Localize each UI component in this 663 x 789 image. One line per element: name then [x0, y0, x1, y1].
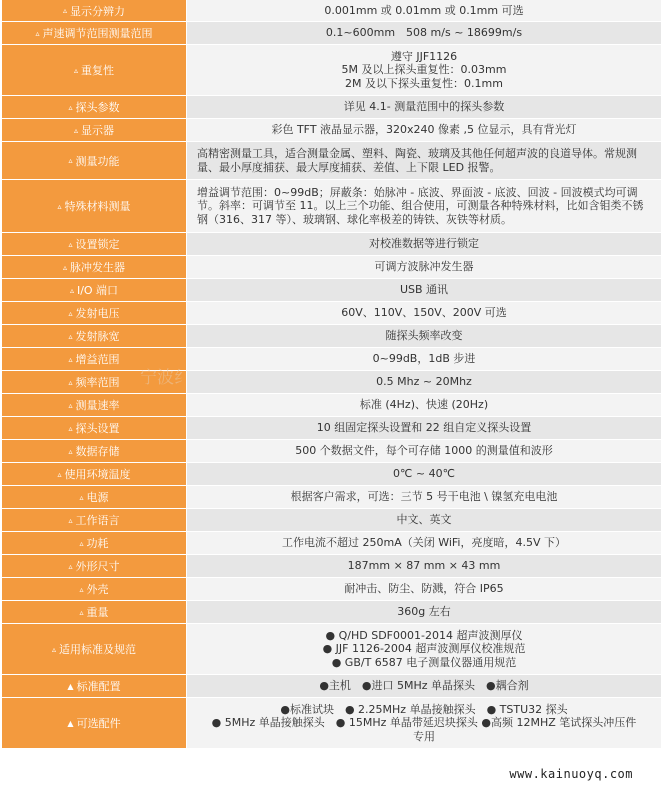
spec-value-line: 360g 左右: [397, 605, 451, 619]
spec-row: [2, 509, 661, 532]
spec-value-line: ●标准试块 ● 2.25MHz 单晶接触探头 ● TSTU32 探头: [280, 702, 568, 716]
spec-label: 电源: [86, 491, 109, 504]
spec-row: [2, 96, 661, 119]
spec-row: [2, 22, 661, 45]
triangle-icon: ▵: [68, 308, 73, 318]
spec-value-line: 500 个数据文件，每个可存储 1000 的测量值和波形: [295, 444, 553, 458]
spec-label-cell: [2, 675, 187, 697]
spec-row: [2, 233, 661, 256]
spec-label-cell: [2, 142, 187, 179]
spec-label: 脉冲发生器: [70, 261, 125, 274]
spec-label-cell: [2, 233, 187, 255]
triangle-icon: ▵: [68, 400, 73, 410]
spec-label: 测量功能: [75, 154, 120, 168]
spec-value-line: 根据客户需求，可选：三节 5 号干电池 \ 镍氢充电电池: [290, 490, 558, 504]
spec-value-cell: [187, 486, 661, 508]
triangle-icon: ▵: [62, 6, 67, 15]
spec-value-cell: [187, 256, 661, 278]
spec-label-cell: [2, 302, 187, 324]
triangle-icon: ▵: [79, 538, 84, 548]
spec-value-line: 187mm × 87 mm × 43 mm: [347, 559, 501, 573]
spec-label: 数据存储: [75, 445, 120, 458]
spec-label: 特殊材料测量: [64, 200, 131, 213]
spec-value-line: 高精密测量工具，适合测量金属、塑料、陶瓷、玻璃及其他任何超声波的良道导体。常规测量、最小厚度捕获、最大厚度捕获、差值、上下限 LED 报警。: [197, 147, 637, 174]
spec-value-line: 2M 及以下探头重复性：0.1mm: [345, 76, 503, 90]
spec-label-cell: [2, 0, 187, 21]
spec-value-cell: [187, 624, 661, 674]
spec-label-cell: [2, 119, 187, 141]
spec-value-line: 中文、英文: [396, 513, 452, 527]
spec-value-line: ● GB/T 6587 电子测量仪器通用规范: [331, 655, 517, 669]
spec-label: 声速调节范围测量范围: [42, 27, 153, 40]
spec-row: [2, 417, 661, 440]
spec-value-line: 耐冲击、防尘、防溅，符合 IP65: [344, 582, 504, 596]
spec-row: [2, 555, 661, 578]
spec-value-cell: [187, 22, 661, 44]
spec-label: 探头设置: [75, 422, 120, 435]
spec-value-cell: [187, 325, 661, 347]
spec-label: 频率范围: [75, 376, 120, 389]
spec-row: [2, 119, 661, 142]
spec-value-line: 0.5 Mhz ~ 20Mhz: [376, 375, 472, 389]
triangle-icon: ▵: [68, 331, 73, 341]
spec-value-cell: [187, 578, 661, 600]
spec-value-cell: [187, 348, 661, 370]
spec-value-line: 遵守 JJF1126: [390, 49, 458, 63]
triangle-icon: ▵: [68, 423, 73, 433]
triangle-icon: ▵: [68, 515, 73, 525]
spec-value-line: 专用: [413, 729, 435, 743]
spec-label-cell: [2, 555, 187, 577]
spec-label: 外形尺寸: [75, 560, 120, 573]
triangle-icon: ▲: [67, 718, 74, 728]
spec-label-cell: [2, 463, 187, 485]
spec-value-line: 60V、110V、150V、200V 可选: [341, 306, 507, 320]
spec-label-cell: [2, 22, 187, 44]
spec-label-cell: [2, 417, 187, 439]
watermark-text: 宁波纟: [140, 368, 191, 388]
spec-value-line: 5M 及以上探头重复性：0.03mm: [341, 63, 507, 77]
triangle-icon: ▵: [68, 377, 73, 387]
spec-value-line: 标准 (4Hz)、快速 (20Hz): [359, 398, 489, 412]
website-url: www.kainuoyq.com: [509, 767, 633, 781]
spec-value-cell: [187, 96, 661, 118]
spec-value-cell: [187, 0, 661, 21]
spec-label-cell: [2, 440, 187, 462]
spec-row: [2, 348, 661, 371]
triangle-icon: ▵: [68, 561, 73, 571]
spec-row: [2, 45, 661, 96]
spec-label: 探头参数: [75, 101, 120, 114]
spec-value-line: 0℃ ~ 40℃: [393, 467, 455, 481]
spec-value-line: 彩色 TFT 液晶显示器，320x240 像素 ,5 位显示，具有背光灯: [271, 123, 577, 137]
spec-value-cell: [187, 279, 661, 301]
spec-label: 标准配置: [76, 680, 121, 693]
spec-label-cell: [2, 578, 187, 600]
triangle-icon: ▵: [57, 201, 62, 211]
spec-label-cell: [2, 325, 187, 347]
spec-row: [2, 325, 661, 348]
spec-value-line: ● 5MHz 单晶接触探头 ● 15MHz 单晶带延迟块探头 ●高频 12MHZ 笔试探头冲压件: [211, 716, 637, 730]
spec-value-line: 增益调节范围：0~99dB；屏蔽条：始脉冲 - 底波、界面波 - 底波、回波 - 回波模式均可调节。斜率：可调节至 11。以上三个功能、组合使用，可测量各种特殊材料，比如含钼类不锈钢（316、317 等）、玻璃钢、球化率极差的铸铁、灰铁等材质。: [197, 185, 644, 226]
spec-row: [2, 675, 661, 698]
spec-label-cell: [2, 256, 187, 278]
spec-value-cell: [187, 394, 661, 416]
spec-value-cell: [187, 119, 661, 141]
spec-label: 发射脉宽: [75, 330, 120, 343]
spec-label: 工作语言: [75, 514, 120, 527]
spec-label-cell: [2, 96, 187, 118]
spec-value-line: ● JJF 1126-2004 超声波测厚仪校准规范: [322, 642, 526, 656]
spec-label: 功耗: [86, 537, 109, 550]
spec-row: [2, 394, 661, 417]
spec-row: [2, 532, 661, 555]
spec-value-line: 对校准数据等进行锁定: [369, 237, 479, 251]
spec-label: 设置锁定: [75, 238, 120, 251]
spec-value-line: USB 通讯: [399, 283, 449, 297]
spec-row: [2, 578, 661, 601]
spec-row: [2, 302, 661, 325]
spec-value-line: 10 组固定探头设置和 22 组自定义探头设置: [316, 421, 532, 435]
spec-value-cell: [187, 180, 661, 232]
spec-label: 适用标准及规范: [59, 643, 136, 656]
spec-value-cell: [187, 698, 661, 748]
spec-label-cell: [2, 348, 187, 370]
triangle-icon: ▵: [73, 125, 78, 135]
spec-value-cell: [187, 555, 661, 577]
spec-label-cell: [2, 486, 187, 508]
spec-label-cell: [2, 394, 187, 416]
spec-label-cell: [2, 532, 187, 554]
spec-label-cell: [2, 509, 187, 531]
spec-label-cell: [2, 45, 187, 95]
spec-value-line: 0.1~600mm 508 m/s ~ 18699m/s: [325, 26, 523, 40]
spec-row: [2, 279, 661, 302]
spec-value-cell: [187, 509, 661, 531]
spec-row: [2, 256, 661, 279]
triangle-icon: ▵: [51, 644, 56, 654]
spec-row: [2, 371, 661, 394]
spec-table: [2, 0, 661, 749]
spec-value-line: 工作电流不超过 250mA（关闭 WiFi，亮度暗，4.5V 下）: [281, 536, 567, 550]
spec-value-cell: [187, 45, 661, 95]
triangle-icon: ▵: [73, 65, 78, 75]
triangle-icon: ▵: [68, 354, 73, 364]
spec-label-cell: [2, 371, 187, 393]
spec-label: 增益范围: [75, 353, 120, 366]
spec-row: [2, 180, 661, 233]
spec-value-line: 随探头频率改变: [385, 329, 463, 343]
spec-value-line: ●主机 ●进口 5MHz 单晶探头 ●耦合剂: [319, 679, 529, 693]
spec-value-line: 0~99dB，1dB 步进: [372, 352, 476, 366]
spec-row: [2, 486, 661, 509]
spec-value-cell: [187, 675, 661, 697]
spec-label-cell: [2, 601, 187, 623]
spec-value-cell: [187, 371, 661, 393]
triangle-icon: ▵: [79, 492, 84, 502]
triangle-icon: ▲: [67, 681, 74, 691]
spec-label-cell: [2, 698, 187, 748]
spec-value-cell: [187, 463, 661, 485]
spec-row: [2, 142, 661, 180]
triangle-icon: ▵: [62, 262, 67, 272]
spec-row: [2, 698, 661, 749]
spec-value-line: 0.001mm 或 0.01mm 或 0.1mm 可选: [324, 3, 524, 17]
spec-value-cell: [187, 302, 661, 324]
triangle-icon: ▵: [79, 584, 84, 594]
triangle-icon: ▵: [57, 469, 62, 479]
spec-row: [2, 0, 661, 22]
spec-value-line: 可调方波脉冲发生器: [374, 260, 474, 274]
spec-label: 重量: [86, 606, 109, 619]
spec-row: [2, 624, 661, 675]
spec-row: [2, 601, 661, 624]
spec-value-cell: [187, 532, 661, 554]
triangle-icon: ▵: [68, 102, 73, 112]
spec-value-cell: [187, 417, 661, 439]
spec-value-cell: [187, 601, 661, 623]
spec-label-cell: [2, 279, 187, 301]
triangle-icon: ▵: [79, 607, 84, 617]
spec-label: 发射电压: [75, 307, 120, 320]
spec-label: 显示分辨力: [70, 4, 125, 18]
spec-label: 重复性: [81, 64, 114, 77]
triangle-icon: ▵: [69, 285, 74, 295]
spec-label: 使用环境温度: [64, 468, 131, 481]
triangle-icon: ▵: [68, 446, 73, 456]
spec-label: 可选配件: [76, 717, 121, 730]
spec-label: 显示器: [81, 124, 114, 137]
triangle-icon: ▵: [68, 239, 73, 249]
spec-label-cell: [2, 624, 187, 674]
spec-label: 外壳: [86, 583, 109, 596]
spec-value-cell: [187, 233, 661, 255]
spec-value-cell: [187, 142, 661, 179]
spec-value-cell: [187, 440, 661, 462]
spec-label: I/O 端口: [76, 284, 119, 297]
spec-label: 测量速率: [75, 399, 120, 412]
spec-row: [2, 463, 661, 486]
triangle-icon: ▵: [68, 156, 73, 165]
spec-value-line: 详见 4.1- 测量范围中的探头参数: [343, 100, 505, 114]
spec-label-cell: [2, 180, 187, 232]
spec-value-line: ● Q/HD SDF0001-2014 超声波测厚仪: [325, 628, 523, 642]
triangle-icon: ▵: [35, 28, 40, 38]
spec-row: [2, 440, 661, 463]
